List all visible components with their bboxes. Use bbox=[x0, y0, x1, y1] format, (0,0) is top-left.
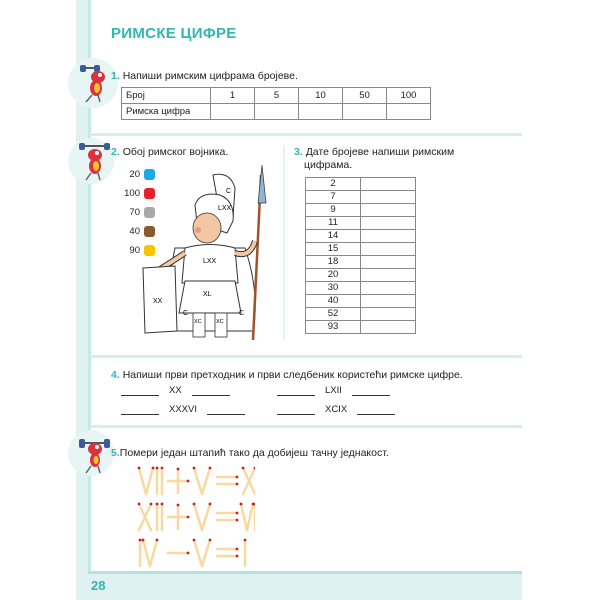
row-header: Број bbox=[122, 88, 211, 104]
weightlifter-mascot-icon bbox=[78, 62, 112, 104]
answer-cell[interactable] bbox=[361, 178, 416, 191]
successor-blank[interactable] bbox=[352, 386, 390, 396]
roman-soldier-illustration[interactable] bbox=[135, 163, 280, 340]
table-cell: 100 bbox=[387, 88, 431, 104]
task4-instruction: 4. Напиши први претходник и први следбеник користећи римске цифре. bbox=[111, 369, 463, 381]
table-row bbox=[122, 88, 431, 104]
task4-item: XCIX bbox=[277, 404, 395, 415]
successor-blank[interactable] bbox=[192, 386, 230, 396]
task4-item: XX bbox=[121, 385, 230, 396]
table-row: 15 bbox=[306, 243, 416, 256]
svg-text:XC: XC bbox=[194, 319, 202, 325]
page-title: РИМСКЕ ЦИФРЕ bbox=[111, 25, 237, 42]
answer-cell[interactable] bbox=[361, 230, 416, 243]
task2-instruction: 2. Обој римског војника. bbox=[111, 146, 229, 158]
table-row: 52 bbox=[306, 308, 416, 321]
task1-table bbox=[121, 87, 431, 120]
answer-cell[interactable] bbox=[299, 104, 343, 120]
task3-instruction: 3. Дате бројеве напиши римским цифрама. bbox=[294, 146, 455, 171]
answer-cell[interactable] bbox=[361, 191, 416, 204]
table-row bbox=[122, 104, 431, 120]
section-divider bbox=[90, 133, 522, 136]
task3-table bbox=[305, 177, 416, 334]
svg-text:C: C bbox=[183, 310, 189, 317]
predecessor-blank[interactable] bbox=[121, 405, 159, 415]
table-cell: 5 bbox=[255, 88, 299, 104]
predecessor-blank[interactable] bbox=[277, 386, 315, 396]
section-divider bbox=[90, 355, 522, 358]
table-row: 20 bbox=[306, 269, 416, 282]
weightlifter-mascot-icon bbox=[78, 437, 112, 475]
answer-cell[interactable] bbox=[361, 269, 416, 282]
page-number: 28 bbox=[91, 578, 106, 593]
answer-cell[interactable] bbox=[387, 104, 431, 120]
bottom-margin-band bbox=[76, 573, 522, 600]
svg-text:XX: XX bbox=[153, 298, 163, 305]
legend-item: 70 bbox=[118, 203, 155, 222]
legend-item: 20 bbox=[118, 165, 155, 184]
svg-text:XC: XC bbox=[216, 319, 224, 325]
svg-text:LXX: LXX bbox=[203, 258, 217, 265]
task1-instruction: 1. Напиши римским цифрама бројеве. bbox=[111, 70, 298, 82]
matchstick-puzzles[interactable] bbox=[135, 464, 255, 570]
answer-cell[interactable] bbox=[211, 104, 255, 120]
answer-cell[interactable] bbox=[343, 104, 387, 120]
answer-cell[interactable] bbox=[255, 104, 299, 120]
answer-cell[interactable] bbox=[361, 308, 416, 321]
table-cell: 10 bbox=[299, 88, 343, 104]
table-row: 93 bbox=[306, 321, 416, 334]
legend-item: 100 bbox=[118, 184, 155, 203]
table-row: 18 bbox=[306, 256, 416, 269]
table-row: 14 bbox=[306, 230, 416, 243]
legend-item: 40 bbox=[118, 222, 155, 241]
table-cell: 50 bbox=[343, 88, 387, 104]
column-divider bbox=[283, 145, 285, 340]
predecessor-blank[interactable] bbox=[121, 386, 159, 396]
table-row: 30 bbox=[306, 282, 416, 295]
table-row: 7 bbox=[306, 191, 416, 204]
table-row: 11 bbox=[306, 217, 416, 230]
task4-item: XXXVI bbox=[121, 404, 245, 415]
row-header: Римска цифра bbox=[122, 104, 211, 120]
answer-cell[interactable] bbox=[361, 256, 416, 269]
task4-item: LXII bbox=[277, 385, 390, 396]
successor-blank[interactable] bbox=[357, 405, 395, 415]
weightlifter-mascot-icon bbox=[78, 140, 112, 182]
svg-text:LXX: LXX bbox=[218, 205, 232, 212]
svg-text:C: C bbox=[226, 188, 232, 195]
successor-blank[interactable] bbox=[207, 405, 245, 415]
answer-cell[interactable] bbox=[361, 282, 416, 295]
answer-cell[interactable] bbox=[361, 295, 416, 308]
table-cell: 1 bbox=[211, 88, 255, 104]
answer-cell[interactable] bbox=[361, 204, 416, 217]
answer-cell[interactable] bbox=[361, 321, 416, 334]
answer-cell[interactable] bbox=[361, 243, 416, 256]
bottom-margin-edge bbox=[88, 571, 522, 574]
legend-item: 90 bbox=[118, 241, 155, 260]
table-row: 40 bbox=[306, 295, 416, 308]
table-row: 2 bbox=[306, 178, 416, 191]
task5-instruction: 5.Помери један штапић тако да добијеш тачну једнакост. bbox=[111, 447, 389, 459]
answer-cell[interactable] bbox=[361, 217, 416, 230]
table-row: 9 bbox=[306, 204, 416, 217]
svg-text:C: C bbox=[239, 310, 245, 317]
svg-text:XL: XL bbox=[203, 291, 212, 298]
predecessor-blank[interactable] bbox=[277, 405, 315, 415]
section-divider bbox=[90, 425, 522, 428]
